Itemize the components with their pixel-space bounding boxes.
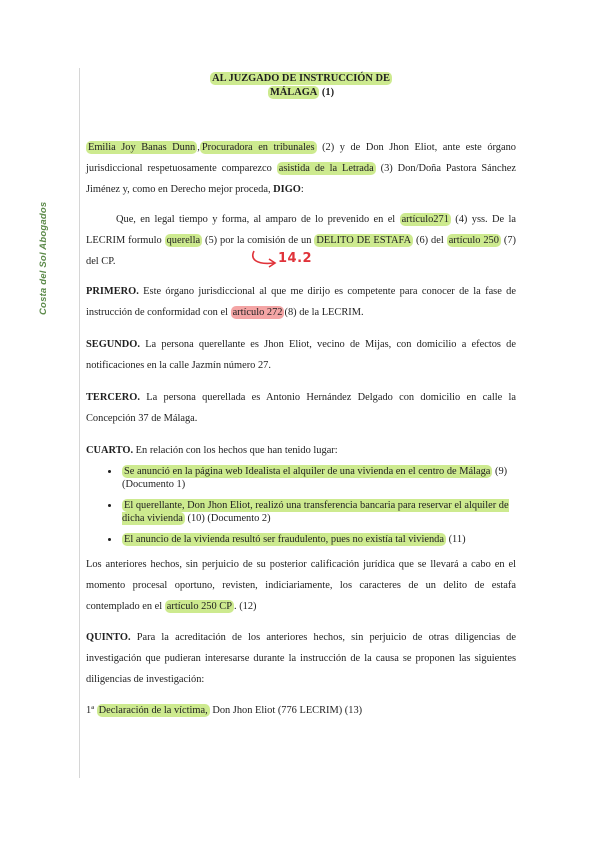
tercero-label: TERCERO. bbox=[86, 392, 140, 403]
cuarto-text: En relación con los hechos que han tenido lugar: bbox=[133, 445, 338, 456]
primero-label: PRIMERO. bbox=[86, 286, 139, 297]
firm-name: Costa del Sol Abogados bbox=[38, 201, 49, 315]
intro-text-1: (2) y de Don Jhon Eliot, ante este órgano jurisdiccional respetuosamente comparezco bbox=[86, 142, 516, 174]
comma: , bbox=[197, 142, 200, 153]
anteriores-ref: . (12) bbox=[234, 601, 257, 612]
querella-text-3: (5) por la comisión de un bbox=[202, 235, 315, 246]
list-item bbox=[120, 533, 516, 546]
article-271: artículo271 bbox=[401, 214, 449, 225]
hecho-1-highlight: Se anunció en la página web Idealista el alquiler de una vivienda en el centro de Málaga bbox=[124, 466, 491, 477]
segundo-label: SEGUNDO. bbox=[86, 339, 140, 350]
cuarto-label: CUARTO. bbox=[86, 445, 134, 456]
hecho-3-highlight: El anuncio de la vivienda resultó ser fraudulento, pues no existía tal vivienda bbox=[124, 534, 444, 545]
title-line-2: MÁLAGA bbox=[269, 87, 318, 98]
title-ref: (1) bbox=[319, 87, 335, 98]
margin-line bbox=[79, 68, 80, 778]
primero-paragraph bbox=[86, 281, 516, 323]
correction-text: 14.2 bbox=[278, 251, 313, 266]
procuradora-name: Emilia Joy Banas Dunn bbox=[88, 142, 196, 153]
primero-text-2: (8) de la LECRIM. bbox=[284, 307, 364, 318]
cuarto-paragraph bbox=[86, 440, 516, 461]
tercero-paragraph bbox=[86, 387, 516, 429]
letrada-highlight: asistida de la Letrada bbox=[278, 163, 374, 174]
list-item bbox=[120, 499, 516, 525]
tercero-text: La persona querellada es Antonio Hernández Delgado con domicilio en calle la Concepción 37 de Málaga. bbox=[86, 392, 516, 424]
article-272-error: artículo 272 bbox=[232, 307, 283, 318]
querella-text-1: Que, en legal tiempo y forma, al amparo de lo prevenido en el bbox=[116, 214, 400, 225]
list-item bbox=[120, 465, 516, 491]
hecho-3-ref: (11) bbox=[446, 534, 466, 545]
quinto-paragraph bbox=[86, 627, 516, 690]
document-page bbox=[86, 66, 516, 721]
intro-text-2: (3) Don/Doña Pastora Sánchez Jiménez y, como en Derecho mejor proceda, bbox=[86, 163, 517, 195]
declaracion-number: 1ª bbox=[86, 705, 97, 716]
procuradora-role: Procuradora en tribunales bbox=[201, 142, 315, 153]
hecho-2-highlight: El querellante, Don Jhon Eliot, realizó una transferencia bancaria para reservar el alquiler de dicha vivienda bbox=[122, 500, 509, 524]
correction-arrow-icon bbox=[242, 249, 282, 271]
querella-text-2: (4) yss. De la LECRIM formulo bbox=[86, 214, 516, 246]
declaracion-text: Don Jhon Eliot (776 LECRIM) (13) bbox=[209, 705, 363, 716]
delito-estafa: DELITO DE ESTAFA bbox=[316, 235, 412, 246]
querella-text-4: (6) del bbox=[413, 235, 447, 246]
anteriores-text: Los anteriores hechos, sin perjuicio de su posterior calificación jurídica que se llevará a cabo en el momento procesal oportuno, revisten, indiciariamente, los caracteres de un delito de estafa contemplado en el bbox=[86, 559, 516, 612]
intro-paragraph bbox=[86, 137, 516, 200]
handwritten-correction bbox=[248, 251, 338, 281]
digo-word: DIGO bbox=[273, 184, 301, 195]
declaracion-paragraph bbox=[86, 700, 516, 721]
declaracion-highlight: Declaración de la víctima, bbox=[98, 705, 208, 716]
segundo-paragraph bbox=[86, 334, 516, 376]
article-250: artículo 250 bbox=[448, 235, 499, 246]
hechos-list bbox=[86, 465, 516, 546]
querella-word: querella bbox=[166, 235, 201, 246]
quinto-text: Para la acreditación de los anteriores hechos, sin perjuicio de otras diligencias de investigación que pudieran interesarse durante la instrucción de la causa se proponen las siguientes diligencias de investigación: bbox=[86, 632, 516, 685]
quinto-label: QUINTO. bbox=[86, 632, 131, 643]
primero-text-1: Este órgano jurisdiccional al que me dirijo es competente para conocer de la fase de instrucción de conformidad con el bbox=[86, 286, 516, 318]
article-250-cp: artículo 250 CP bbox=[166, 601, 233, 612]
intro-end: : bbox=[300, 184, 304, 195]
document-title bbox=[86, 72, 516, 100]
hecho-2-ref: (10) (Documento 2) bbox=[184, 513, 271, 524]
hecho-1-ref: (9) (Documento 1) bbox=[122, 466, 508, 490]
anteriores-paragraph bbox=[86, 554, 516, 617]
title-line-1: AL JUZGADO DE INSTRUCCIÓN DE bbox=[212, 73, 390, 84]
segundo-text: La persona querellante es Jhon Eliot, vecino de Mijas, con domicilio a efectos de notificaciones en la calle Jazmín número 27. bbox=[86, 339, 516, 371]
querella-text-5: (7) del CP. bbox=[86, 235, 517, 267]
